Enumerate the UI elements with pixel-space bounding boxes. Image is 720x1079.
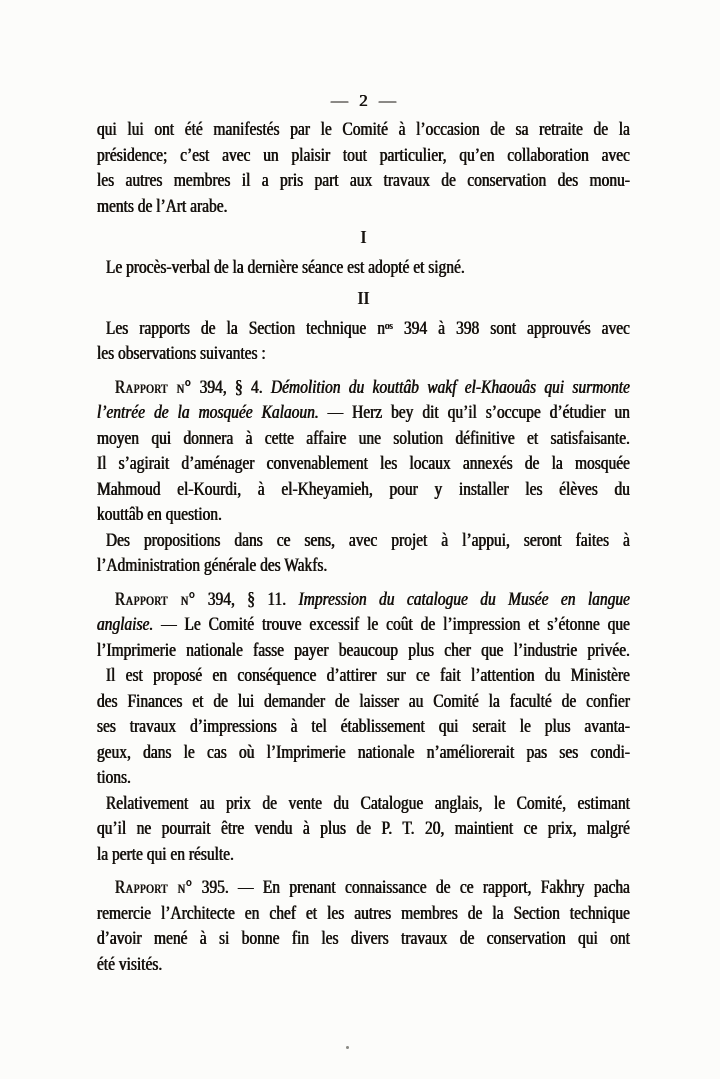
text-line: l’entrée de la mosquée Kalaoun. — Herz bey dit qu’il s’occupe d’étudier un (97, 402, 630, 423)
text-line: Il s’agirait d’aménager convenablement les locaux annexés de la mosquée (97, 453, 630, 474)
paragraph-ministere-finances (97, 663, 630, 791)
section-numeral: I (360, 227, 367, 247)
paragraph-proces-verbal (97, 255, 630, 281)
text-line: été visités. (97, 953, 163, 975)
text-line: Mahmoud el-Kourdi, à el-Kheyamieh, pour y installer les élèves du (97, 478, 630, 500)
text-line: remercie l’Architecte en chef et les autres membres de la Section technique (97, 902, 630, 924)
text-line: Rapport n° 394, § 11. Impression du catalogue du Musée en langue (114, 588, 630, 610)
text-line: présidence; c’est avec un plaisir tout particulier, qu’en collaboration avec (97, 144, 630, 166)
text-line: Rapport n° 394, § 4. Démolition du kouttâb wakf el-Khaouâs qui surmonte (114, 376, 630, 398)
text-line: des Finances et de lui demander de laisser au Comité la faculté de confier (97, 690, 630, 712)
text-line: Les rapports de la Section technique $n^{os}$ 394 à 398 sont approuvés avec (105, 317, 630, 339)
text-block (97, 88, 630, 977)
text-line: Il est proposé en conséquence d’attirer sur ce fait l’attention du Ministère (105, 665, 630, 686)
text-line: Le procès-verbal de la dernière séance est adopté et signé. (105, 256, 465, 278)
text-line: ses travaux d’impressions à tel établissement qui serait le plus avanta- (97, 716, 630, 737)
page-number: — 2 — (331, 91, 396, 110)
paragraph-rapports-approuves (97, 316, 630, 367)
text-line: d’avoir mené à si bonne fin les divers travaux de conservation qui ont (97, 928, 630, 949)
text-line: moyen qui donnera à cette affaire une solution définitive et satisfaisante. (97, 427, 630, 449)
text-line: l’Imprimerie nationale fasse payer beaucoup plus cher que l’industrie privée. (97, 639, 630, 661)
text-line: Relativement au prix de vente du Catalogue anglais, le Comité, estimant (105, 792, 630, 814)
scan-speck (346, 1046, 349, 1049)
text-line: les autres membres il a pris part aux travaux de conservation des monu- (97, 170, 630, 191)
text-line: tions. (97, 767, 131, 788)
text-line: la perte qui en résulte. (97, 843, 234, 865)
text-line: l’Administration générale des Wakfs. (97, 555, 328, 576)
paragraph-retraite-presidence (97, 117, 630, 219)
text-line: ments de l’Art arabe. (97, 195, 228, 217)
rapport-394-paragraphe-4 (97, 375, 630, 528)
text-line: qu’il ne pourrait être vendu à plus de P. T. 20, maintient ce prix, malgré (97, 818, 630, 839)
text-line: Rapport n° 395. — En prenant connaissance de ce rapport, Fakhry pacha (114, 877, 630, 898)
text-line: kouttâb en question. (97, 504, 222, 525)
paragraph-propositions-wakfs (97, 528, 630, 579)
paragraph-prix-catalogue (97, 791, 630, 868)
rapport-395 (97, 875, 630, 977)
text-line: Des propositions dans ce sens, avec projet à l’appui, seront faites à (105, 529, 630, 551)
text-line: geux, dans le cas où l’Imprimerie nationale n’améliorerait pas ses condi- (97, 741, 630, 763)
rapport-394-paragraphe-11 (97, 587, 630, 664)
text-line: les observations suivantes : (97, 343, 266, 364)
text-line: qui lui ont été manifestés par le Comité à l’occasion de sa retraite de la (97, 119, 630, 140)
section-numeral: II (357, 288, 370, 308)
text-line: anglaise. — Le Comité trouve excessif le coût de l’impression et s’étonne que (97, 614, 630, 635)
